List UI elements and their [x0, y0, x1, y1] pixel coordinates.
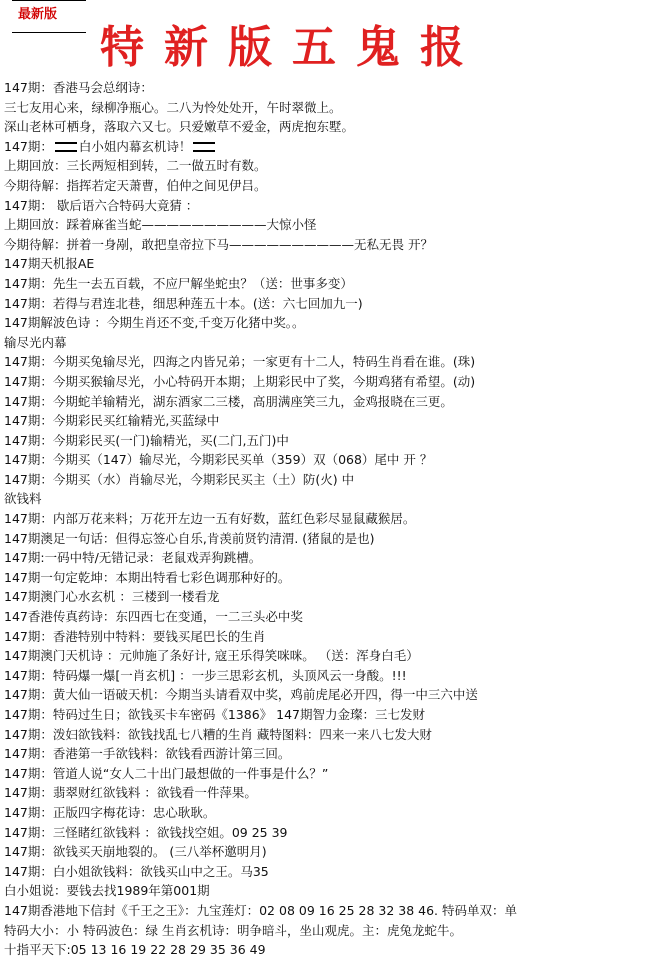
text-line: 147期：今期彩民买(一门)输精光，买(二门,五门)中 [4, 432, 289, 448]
line-tail: 白小姐内幕玄机诗！ [78, 138, 192, 154]
text-line: 147期天机报AE [4, 256, 95, 272]
text-line: 上期回放：踩着麻雀当蛇——————————大惊小怪 [4, 217, 317, 233]
text-line: 147期澳门心水玄机 ：三楼到一楼看龙 [4, 589, 220, 605]
text-line: 今期待解：拼着一身剐，敢把皇帝拉下马——————————无私无畏 开？ [4, 236, 433, 252]
text-line: 147期：先生一去五百载，不应尸解坐蛇虫？（送：世事多变） [4, 275, 353, 291]
text-line: 深山老林可栖身，落取六又七。只爱嫩草不爱金，两虎抱东墅。 [4, 119, 355, 135]
text-line: 上期回放：三长两短相到转，二一做五时有数。 [4, 158, 267, 174]
text-line: 147期：今期买兔输尽光，四海之内皆兄弟；一家更有十二人，特码生肖看在谁。(珠) [4, 354, 476, 370]
text-line: 147期：若得与君连北巷，细思种莲五十本。(送：六七回加九一) [4, 295, 363, 311]
top-rule [12, 0, 86, 1]
text-line: 147期香港地下信封《千王之王》：九宝莲灯：02 08 09 16 25 28 32 38 46. 特码单双：单 [4, 902, 517, 918]
text-line: 147期：内部万花来料；万花开左边一五有好数，蓝红色彩尽显鼠藏猴居。 [4, 511, 416, 527]
text-line: 147期：香港第一手欲钱料：欲钱看西游计第三回。 [4, 746, 291, 762]
text-line: 147期：翡翠财红欲钱料 ：欲钱看一件萍果。 [4, 785, 257, 801]
text-line: 147期：香港特别中特料：要钱买尾巴长的生肖 [4, 628, 266, 644]
text-line: 147期：今期买（水）肖输尽光，今期彩民买主（土）防(火) 中 [4, 471, 355, 487]
text-line: 147期：特码爆一爆[一肖玄机] ：一步三思彩玄机，头顶风云一身酸。!!! [4, 667, 407, 683]
text-line: 147期：欲钱买天崩地裂的。 (三八举杯邀明月) [4, 844, 267, 860]
text-line: 147期一句定乾坤：本期出特看七彩色调那种好的。 [4, 569, 291, 585]
text-line: 147期:一码中特/无错记录：老鼠戏弄狗跳槽。 [4, 550, 262, 566]
badge-underline [12, 32, 86, 33]
text-line: 147期：今期买（147）输尽光，今期彩民买单（359）双（068）尾中 开 ？ [4, 452, 433, 468]
text-line: 白小姐说：要钱去找1989年第001期 [4, 883, 210, 899]
document-body [4, 78, 666, 960]
text-line: 147期：白小姐欲钱料：欲钱买山中之王。马35 [4, 863, 269, 879]
text-line: 147期：今期蛇羊输精光，湖东酒家二三楼，高朋满座笑三九，金鸡报晓在三更。 [4, 393, 453, 409]
text-line: 147期： 歇后语六合特码大竟猜 ： [4, 197, 199, 213]
text-line: 147期：泼妇欲钱料：欲钱找乱七八糟的生肖 藏特图料：四来一来八七发大财 [4, 726, 432, 742]
text-line: 147香港传真药诗：东四西七在变通，一二三头必中奖 [4, 609, 303, 625]
text-line: 147期：黄大仙一语破天机：今期当头请看双中奖，鸡前虎尾必开四，得一中三六中送 [4, 687, 478, 703]
line-prefix: 147期： [4, 138, 53, 154]
text-line: 147期：香港马会总纲诗： [4, 80, 153, 95]
text-line: 147期澳门天机诗 ：元帅施了条好计, 寇王乐得笑咪咪。 （送：浑身白毛） [4, 648, 419, 664]
text-line: 147期：今期彩民买红输精光,买蓝绿中 [4, 413, 220, 429]
latest-edition-badge: 最新版 [18, 7, 58, 22]
text-line: 147期澳足一句话：但得忘签心自乐,肯羡前贤钓清渭. (猪鼠的是也) [4, 530, 375, 546]
page-title: 特新版五鬼报 [100, 22, 484, 73]
text-line: 十指平天下:05 13 16 19 22 28 29 35 36 49 [4, 942, 266, 958]
text-line: 147期：特码过生日；欲钱买卡车密码《1386》 147期智力金璨：三七发财 [4, 707, 426, 722]
text-line: 147期：三怪睹红欲钱料 ：欲钱找空姐。09 25 39 [4, 824, 288, 840]
section-heading: 欲钱料 [4, 491, 42, 507]
text-line: 147期：正版四字梅花诗：忠心耿耿。 [4, 804, 216, 820]
text-line-with-bars [4, 137, 666, 157]
double-bar-icon [193, 142, 215, 152]
section-heading: 输尽光内幕 [4, 334, 67, 350]
double-bar-icon [55, 142, 77, 152]
text-line: 147期：管道人说“女人二十出门最想做的一件事是什么？” [4, 765, 329, 781]
text-line: 今期待解：指挥若定天萧曹，伯仲之间见伊吕。 [4, 177, 267, 193]
text-line: 特码大小：小 特码波色：绿 生肖玄机诗：明争暗斗，坐山观虎。主：虎兔龙蛇牛。 [4, 922, 462, 938]
text-line: 147期：今期买猴输尽光，小心特码开本期；上期彩民中了奖，今期鸡猪有希望。(动) [4, 373, 476, 389]
text-line: 147期解波色诗 ：今期生肖还不变,千变万化猪中奖。。 [4, 315, 305, 331]
text-line: 三七友用心来，绿柳净瓶心。二八为怜处处开，午时翠微上。 [4, 99, 342, 115]
